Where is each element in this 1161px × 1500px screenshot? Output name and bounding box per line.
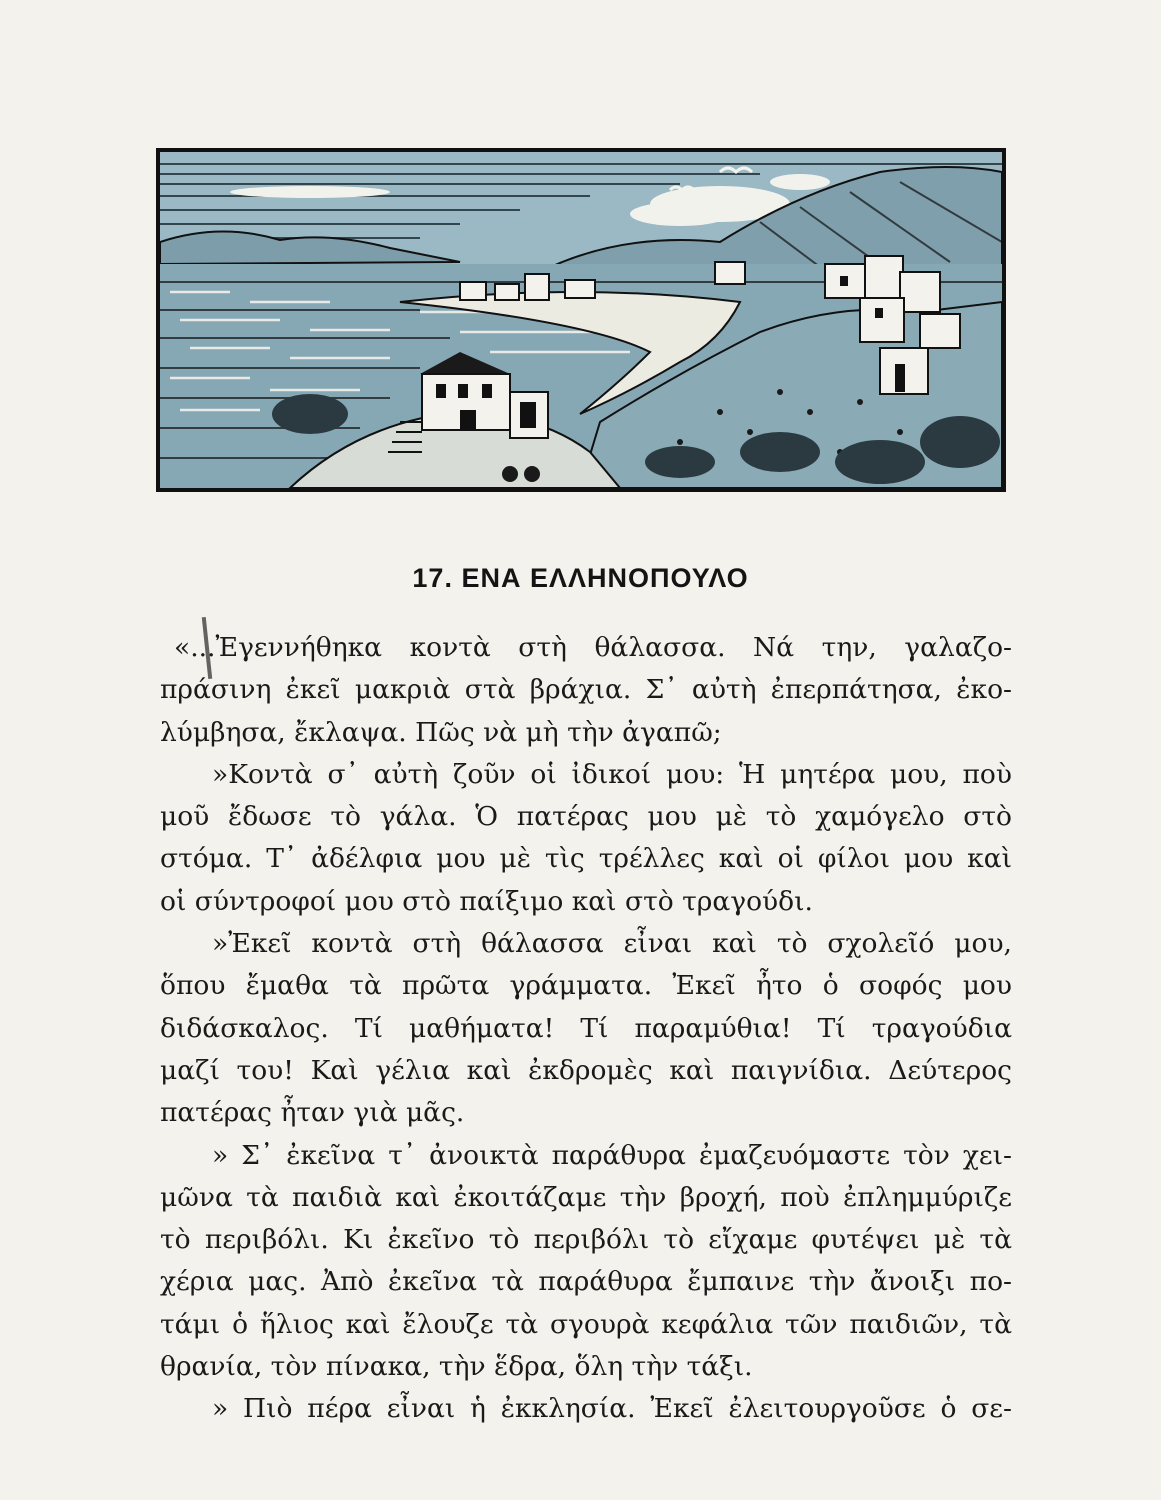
text-line: «...Ἐγεννήθηκα κοντὰ στὴ θάλασσα. Νά την, γαλαζο- bbox=[174, 632, 1012, 663]
text-line: χέρια μας. Ἀπὸ ἐκεῖνα τὰ παράθυρα ἔμπαινε τὴν ἄνοιξι πο- bbox=[160, 1266, 1012, 1298]
text-line: μαζί του! Καὶ γέλια καὶ ἐκδρομὲς καὶ παιγνίδια. Δεύτερος bbox=[160, 1054, 1012, 1086]
text-line: τάμι ὁ ἥλιος καὶ ἔλουζε τὰ σγουρὰ κεφάλια τῶν παιδιῶν, τὰ bbox=[160, 1308, 1012, 1340]
text-line: » Σ᾿ ἐκεῖνα τ᾿ ἀνοικτὰ παράθυρα ἐμαζευόμαστε τὸν χει- bbox=[212, 1139, 1012, 1171]
text-line: διδάσκαλος. Τί μαθήματα! Τί παραμύθια! Τί τραγούδια bbox=[160, 1012, 1012, 1044]
text-line: τὸ περιβόλι. Κι ἐκεῖνο τὸ περιβόλι τὸ εἴχαμε φυτέψει μὲ τὰ bbox=[160, 1224, 1012, 1256]
text-line: λύμβησα, ἔκλαψα. Πῶς νὰ μὴ τὴν ἀγαπῶ; bbox=[160, 716, 722, 748]
text-line: πράσινη ἐκεῖ μακριὰ στὰ βράχια. Σ᾿ αὐτὴ ἐπερπάτησα, ἐκο- bbox=[160, 674, 1012, 706]
text-line: »Κοντὰ σ᾿ αὐτὴ ζοῦν οἱ ἰδικοί μου: Ἡ μητέρα μου, ποὺ bbox=[212, 758, 1012, 790]
text-line: »Ἐκεῖ κοντὰ στὴ θάλασσα εἶναι καὶ τὸ σχολεῖό μου, bbox=[212, 928, 1012, 960]
text-line: μοῦ ἔδωσε τὸ γάλα. Ὁ πατέρας μου μὲ τὸ χαμόγελο στὸ bbox=[160, 801, 1012, 833]
text-line: στόμα. Τ᾿ ἀδέλφια μου μὲ τὶς τρέλλες καὶ οἱ φίλοι μου καὶ bbox=[160, 843, 1012, 875]
chapter-title: 17. ΕΝΑ ΕΛΛΗΝΟΠΟΥΛΟ bbox=[412, 563, 749, 593]
coastal-village-woodcut-icon bbox=[156, 148, 1006, 492]
text-line: » Πιὸ πέρα εἶναι ἡ ἐκκλησία. Ἐκεῖ ἐλειτουργοῦσε ὁ σε- bbox=[212, 1393, 1012, 1425]
text-line: θρανία, τὸν πίνακα, τὴν ἕδρα, ὅλη τὴν τάξι. bbox=[160, 1351, 753, 1383]
text-line: ὅπου ἔμαθα τὰ πρῶτα γράμματα. Ἐκεῖ ἦτο ὁ σοφός μου bbox=[160, 970, 1012, 1002]
text-line: πατέρας ἦταν γιὰ μᾶς. bbox=[160, 1097, 465, 1129]
text-line: μῶνα τὰ παιδιὰ καὶ ἐκοιτάζαμε τὴν βροχή, ποὺ ἐπλημμύριζε bbox=[160, 1181, 1012, 1213]
text-line: οἱ σύντροφοί μου στὸ παίξιμο καὶ στὸ τραγούδι. bbox=[160, 885, 813, 917]
body-text bbox=[160, 627, 1012, 1431]
